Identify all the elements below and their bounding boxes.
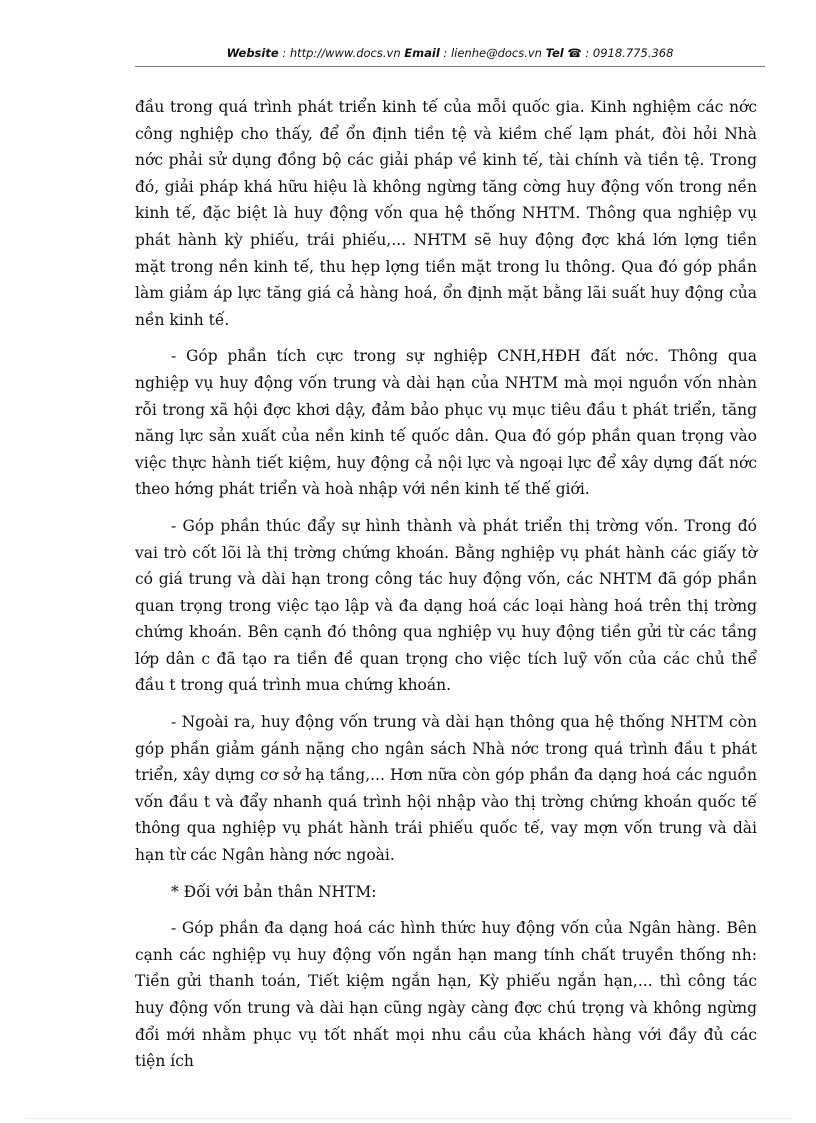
section-heading: * Đối với bản thân NHTM: — [171, 882, 377, 901]
document-body — [135, 94, 757, 1085]
email-label: Email — [404, 46, 440, 60]
phone-icon: ☎ — [567, 46, 582, 60]
paragraph-1: đầu trong quá trình phát triển kinh tế của mỗi quốc gia. Kinh nghiệm các nớc công nghiệp cho thấy, để ổn định tiền tệ và kiềm chế lạm phát, đòi hỏi Nhà nớc phải sử dụng đồng bộ các giải pháp về kinh tế, tài chính và tiền tệ. Trong đó, giải pháp khá hữu hiệu là không ngừng tăng cờng huy động vốn trong nền kinh tế, đặc biệt là huy động vốn qua hệ thống NHTM. Thông qua nghiệp vụ phát hành kỳ phiếu, trái phiếu,... NHTM sẽ huy động đợc khá lớn lợng tiền mặt trong nền kinh tế, thu hẹp lợng tiền mặt trong lu thông. Qua đó góp phần làm giảm áp lực tăng giá cả hàng hoá, ổn định mặt bằng lãi suất huy động của nền kinh tế. — [135, 98, 757, 329]
paragraph-3: - Góp phần thúc đẩy sự hình thành và phát triển thị trờng vốn. Trong đó vai trò cốt lõi là thị trờng chứng khoán. Bằng nghiệp vụ phát hành các giấy tờ có giá trung và dài hạn trong công tác huy động vốn, các NHTM đã góp phần quan trọng trong việc tạo lập và đa dạng hoá các loại hàng hoá trên thị trờng chứng khoán. Bên cạnh đó thông qua nghiệp vụ huy động tiền gửi từ các tầng lớp dân c đã tạo ra tiền đề quan trọng cho việc tích luỹ vốn của các chủ thể đầu t trong quá trình mua chứng khoán. — [135, 516, 757, 695]
page-header: Website : http://www.docs.vn Email : lienhe@docs.vn Tel ☎ : 0918.775.368 — [226, 46, 674, 60]
header-divider — [135, 66, 765, 67]
email-link[interactable]: lienhe@docs.vn — [450, 46, 542, 60]
website-link[interactable]: http://www.docs.vn — [289, 46, 401, 60]
tel-label: Tel — [545, 46, 564, 60]
footer-divider — [25, 1118, 791, 1119]
tel-value: 0918.775.368 — [592, 46, 674, 60]
website-label: Website — [226, 46, 279, 60]
paragraph-2: - Góp phần tích cực trong sự nghiệp CNH,HĐH đất nớc. Thông qua nghiệp vụ huy động vốn trung và dài hạn của NHTM mà mọi nguồn vốn nhàn rỗi trong xã hội đợc khơi dậy, đảm bảo phục vụ mục tiêu đầu t phát triển, tăng năng lực sản xuất của nền kinh tế quốc dân. Qua đó góp phần quan trọng vào việc thực hành tiết kiệm, huy động cả nội lực và ngoại lực để xây dựng đất nớc theo hớng phát triển và hoà nhập với nền kinh tế thế giới. — [135, 347, 757, 499]
paragraph-5: - Góp phần đa dạng hoá các hình thức huy động vốn của Ngân hàng. Bên cạnh các nghiệp vụ huy động vốn ngắn hạn mang tính chất truyền thống nh: Tiền gửi thanh toán, Tiết kiệm ngắn hạn, Kỳ phiếu ngắn hạn,... thì công tác huy động vốn trung và dài hạn cũng ngày càng đợc chú trọng và không ngừng đổi mới nhằm phục vụ tốt nhất mọi nhu cầu của khách hàng với đầy đủ các tiện ích — [135, 919, 757, 1071]
paragraph-4: - Ngoài ra, huy động vốn trung và dài hạn thông qua hệ thống NHTM còn góp phần giảm gánh nặng cho ngân sách Nhà nớc trong quá trình đầu t phát triển, xây dựng cơ sở hạ tầng,... Hơn nữa còn góp phần đa dạng hoá các nguồn vốn đầu t và đẩy nhanh quá trình hội nhập vào thị trờng chứng khoán quốc tế thông qua nghiệp vụ phát hành trái phiếu quốc tế, vay mợn vốn trung và dài hạn từ các Ngân hàng nớc ngoài. — [135, 713, 757, 865]
